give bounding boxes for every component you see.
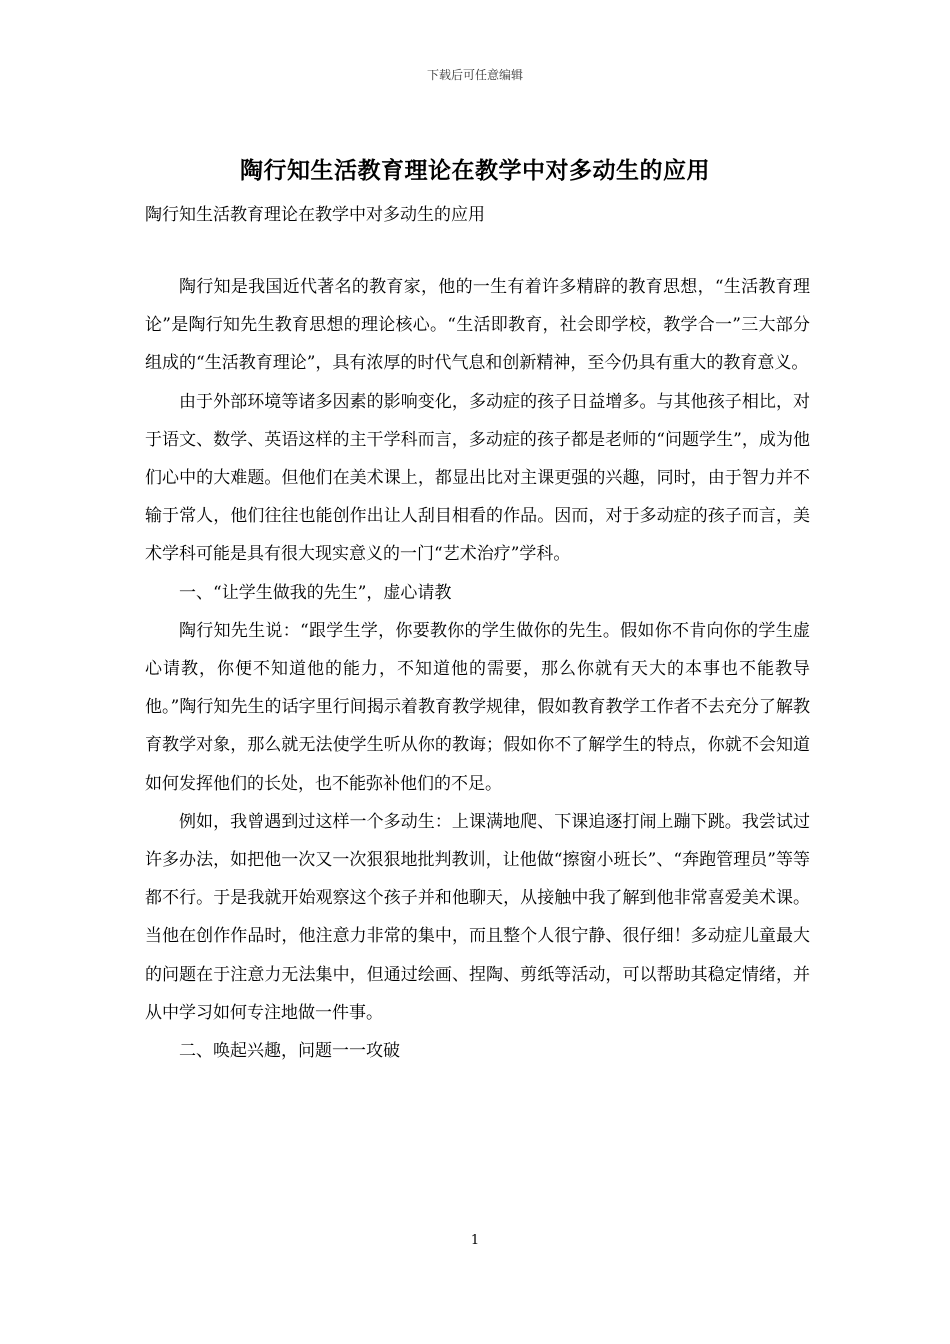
document-subtitle: 陶行知生活教育理论在教学中对多动生的应用 [145,205,485,225]
document-title: 陶行知生活教育理论在教学中对多动生的应用 [240,157,710,184]
section-heading-2: 二、唤起兴趣，问题一一攻破 [179,1041,400,1062]
document-body [145,268,810,1070]
paragraph-example: 例如，我曾遇到过这样一个多动生：上课满地爬、下课追逐打闹上蹦下跳。我尝试过许多办法，如把他一次又一次狠狠地批判教训，让他做“擦窗小班长”、“奔跑管理员”等等都不行。于是我就开始观察这个孩子并和他聊天，从接触中我了解到他非常喜爱美术课。当他在创作作品时，他注意力非常的集中，而且整个人很宁静、很仔细！多动症儿童最大的问题在于注意力无法集中，但通过绘画、捏陶、剪纸等活动，可以帮助其稳定情绪，并从中学习如何专注地做一件事。 [145,811,810,1023]
page-number: 1 [470,1233,480,1248]
paragraph-intro: 陶行知是我国近代著名的教育家，他的一生有着许多精辟的教育思想，“生活教育理论”是陶行知先生教育思想的理论核心。“生活即教育，社会即学校，教学合一”三大部分组成的“生活教育理论”，具有浓厚的时代气息和创新精神，至今仍具有重大的教育意义。 [145,277,810,374]
paragraph-quote: 陶行知先生说：“跟学生学，你要教你的学生做你的先生。假如你不肯向你的学生虚心请教，你便不知道他的能力，不知道他的需要，那么你就有天大的本事也不能教导他。”陶行知先生的话字里行间揭示着教育教学规律，假如教育教学工作者不去充分了解教育教学对象，那么就无法使学生听从你的教诲；假如你不了解学生的特点，你就不会知道如何发挥他们的长处，也不能弥补他们的不足。 [145,620,810,794]
header-note: 下载后可任意编辑 [426,68,523,82]
section-heading-1: 一、“让学生做我的先生”，虚心请教 [179,582,452,603]
paragraph-background: 由于外部环境等诸多因素的影响变化，多动症的孩子日益增多。与其他孩子相比，对于语文、数学、英语这样的主干学科而言，多动症的孩子都是老师的“问题学生”，成为他们心中的大难题。但他们在美术课上，都显出比对主课更强的兴趣，同时，由于智力并不输于常人，他们往往也能创作出让人刮目相看的作品。因而，对于多动症的孩子而言，美术学科可能是具有很大现实意义的一门“艺术治疗”学科。 [145,391,810,565]
